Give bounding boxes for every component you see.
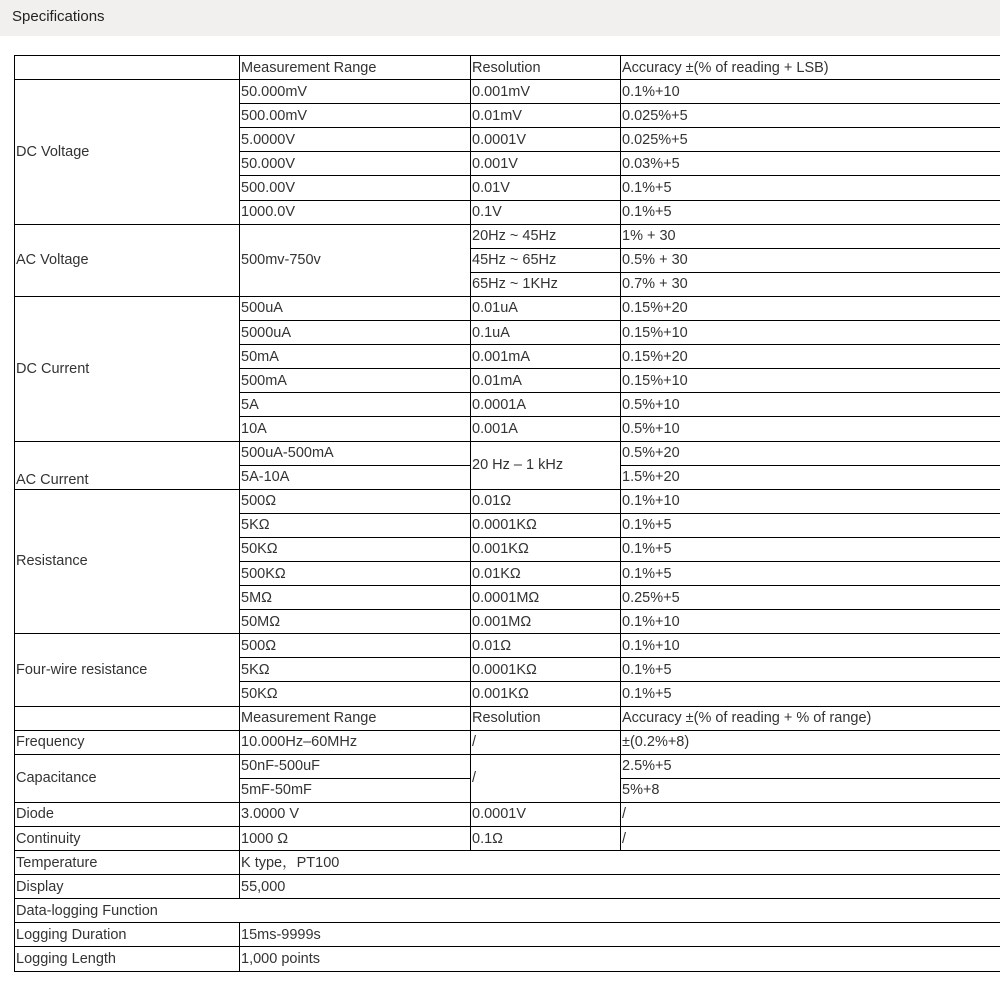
ac-current-label: AC Current [15, 441, 240, 489]
accuracy-cell: 0.1%+10 [621, 610, 1000, 634]
table-row [15, 730, 1000, 754]
range-cell: 5MΩ [240, 586, 471, 610]
resolution-cell: 0.0001KΩ [471, 658, 621, 682]
accuracy-cell: 0.7% + 30 [621, 272, 1000, 296]
range-cell: 50.000V [240, 152, 471, 176]
table-row [15, 489, 1000, 513]
accuracy-cell: ±(0.2%+8) [621, 730, 1000, 754]
accuracy-cell: 0.1%+5 [621, 658, 1000, 682]
table-header-row [15, 56, 1000, 80]
range-cell: 5.0000V [240, 128, 471, 152]
logging-duration-label: Logging Duration [15, 923, 240, 947]
resolution-cell: 0.01V [471, 176, 621, 200]
accuracy-cell: 0.5%+10 [621, 417, 1000, 441]
accuracy-cell: 0.1%+10 [621, 80, 1000, 104]
accuracy-cell: 2.5%+5 [621, 754, 1000, 778]
range-cell: 10.000Hz–60MHz [240, 730, 471, 754]
logging-length-label: Logging Length [15, 947, 240, 971]
accuracy-cell: 0.5% + 30 [621, 248, 1000, 272]
range-cell: 500KΩ [240, 561, 471, 585]
range-cell: 3.0000 V [240, 802, 471, 826]
resolution-cell: 0.1Ω [471, 827, 621, 851]
resolution-cell: 65Hz ~ 1KHz [471, 272, 621, 296]
resolution-cell: 0.0001V [471, 802, 621, 826]
header-accuracy: Accuracy ±(% of reading + LSB) [621, 56, 1000, 80]
four-wire-resistance-label: Four-wire resistance [15, 634, 240, 706]
dc-current-label: DC Current [15, 296, 240, 441]
table-row [15, 754, 1000, 778]
resolution-cell: 0.01Ω [471, 634, 621, 658]
accuracy-cell: 0.025%+5 [621, 104, 1000, 128]
range-cell: 50KΩ [240, 537, 471, 561]
header-range: Measurement Range [240, 56, 471, 80]
resolution-cell: 0.001V [471, 152, 621, 176]
display-value: 55,000 [240, 875, 1000, 899]
continuity-label: Continuity [15, 827, 240, 851]
accuracy-cell: 0.1%+5 [621, 200, 1000, 224]
accuracy-cell: 0.1%+5 [621, 537, 1000, 561]
accuracy-cell: 0.1%+5 [621, 513, 1000, 537]
header-blank-cell [15, 706, 240, 730]
table-row [15, 827, 1000, 851]
resolution-cell: 0.01uA [471, 296, 621, 320]
accuracy-cell: 0.1%+10 [621, 489, 1000, 513]
range-cell: 500Ω [240, 489, 471, 513]
logging-length-value: 1,000 points [240, 947, 1000, 971]
table-row [15, 851, 1000, 875]
range-cell: 5KΩ [240, 658, 471, 682]
dc-voltage-label: DC Voltage [15, 80, 240, 225]
resolution-cell: 0.1V [471, 200, 621, 224]
range-cell: 50KΩ [240, 682, 471, 706]
range-cell: 5KΩ [240, 513, 471, 537]
accuracy-cell: 1% + 30 [621, 224, 1000, 248]
frequency-label: Frequency [15, 730, 240, 754]
accuracy-cell: 0.5%+20 [621, 441, 1000, 465]
accuracy-cell: 0.1%+10 [621, 634, 1000, 658]
resolution-cell: 0.001mA [471, 345, 621, 369]
section-header [0, 0, 1000, 36]
table-row [15, 947, 1000, 971]
resolution-cell: 0.0001MΩ [471, 586, 621, 610]
table-row [15, 802, 1000, 826]
section-title: Specifications [12, 8, 105, 25]
range-cell: 500.00V [240, 176, 471, 200]
accuracy-cell: 0.1%+5 [621, 176, 1000, 200]
range-cell: 500uA [240, 296, 471, 320]
range-cell: 5A-10A [240, 465, 471, 489]
range-cell: 500mA [240, 369, 471, 393]
range-cell: 1000 Ω [240, 827, 471, 851]
resolution-cell: 20Hz ~ 45Hz [471, 224, 621, 248]
range-cell: 5000uA [240, 321, 471, 345]
temperature-label: Temperature [15, 851, 240, 875]
table-row [15, 296, 1000, 320]
accuracy-cell: 0.1%+5 [621, 561, 1000, 585]
resolution-cell: 0.0001KΩ [471, 513, 621, 537]
accuracy-cell: 0.15%+20 [621, 345, 1000, 369]
ac-voltage-label: AC Voltage [15, 224, 240, 296]
resolution-cell: 0.001A [471, 417, 621, 441]
resolution-cell: 0.0001V [471, 128, 621, 152]
header-range: Measurement Range [240, 706, 471, 730]
header-resolution: Resolution [471, 706, 621, 730]
resolution-cell: / [471, 754, 621, 802]
accuracy-cell: 0.025%+5 [621, 128, 1000, 152]
display-label: Display [15, 875, 240, 899]
accuracy-cell: 5%+8 [621, 778, 1000, 802]
table-row [15, 899, 1000, 923]
accuracy-cell: 0.03%+5 [621, 152, 1000, 176]
temperature-value: K type，PT100 [240, 851, 1000, 875]
resolution-cell: 0.001mV [471, 80, 621, 104]
resolution-cell: 0.1uA [471, 321, 621, 345]
range-cell: 500.00mV [240, 104, 471, 128]
accuracy-cell: 0.5%+10 [621, 393, 1000, 417]
resolution-cell: 0.001KΩ [471, 537, 621, 561]
range-cell: 50.000mV [240, 80, 471, 104]
range-cell: 5A [240, 393, 471, 417]
range-cell: 50nF-500uF [240, 754, 471, 778]
resolution-cell: 0.001KΩ [471, 682, 621, 706]
accuracy-cell: 0.1%+5 [621, 682, 1000, 706]
header-resolution: Resolution [471, 56, 621, 80]
diode-label: Diode [15, 802, 240, 826]
range-cell: 500Ω [240, 634, 471, 658]
accuracy-cell: 0.15%+10 [621, 321, 1000, 345]
specifications-table [14, 55, 1000, 972]
resolution-cell: / [471, 730, 621, 754]
table-row [15, 441, 1000, 465]
header-accuracy: Accuracy ±(% of reading + % of range) [621, 706, 1000, 730]
data-logging-label: Data-logging Function [15, 899, 1000, 923]
capacitance-label: Capacitance [15, 754, 240, 802]
accuracy-cell: 0.15%+20 [621, 296, 1000, 320]
range-cell: 10A [240, 417, 471, 441]
range-cell: 500uA-500mA [240, 441, 471, 465]
resistance-label: Resistance [15, 489, 240, 634]
resolution-cell: 0.001MΩ [471, 610, 621, 634]
resolution-cell: 0.0001A [471, 393, 621, 417]
resolution-cell: 0.01mA [471, 369, 621, 393]
table-row [15, 224, 1000, 248]
accuracy-cell: / [621, 827, 1000, 851]
table-header-row [15, 706, 1000, 730]
range-cell: 1000.0V [240, 200, 471, 224]
accuracy-cell: 0.25%+5 [621, 586, 1000, 610]
resolution-cell: 20 Hz – 1 kHz [471, 441, 621, 489]
accuracy-cell: 1.5%+20 [621, 465, 1000, 489]
table-row [15, 80, 1000, 104]
resolution-cell: 0.01mV [471, 104, 621, 128]
table-row [15, 875, 1000, 899]
range-cell: 5mF-50mF [240, 778, 471, 802]
accuracy-cell: 0.15%+10 [621, 369, 1000, 393]
resolution-cell: 45Hz ~ 65Hz [471, 248, 621, 272]
range-cell: 500mv-750v [240, 224, 471, 296]
table-row [15, 634, 1000, 658]
resolution-cell: 0.01KΩ [471, 561, 621, 585]
range-cell: 50MΩ [240, 610, 471, 634]
accuracy-cell: / [621, 802, 1000, 826]
table-row [15, 923, 1000, 947]
logging-duration-value: 15ms-9999s [240, 923, 1000, 947]
resolution-cell: 0.01Ω [471, 489, 621, 513]
range-cell: 50mA [240, 345, 471, 369]
header-blank-cell [15, 56, 240, 80]
